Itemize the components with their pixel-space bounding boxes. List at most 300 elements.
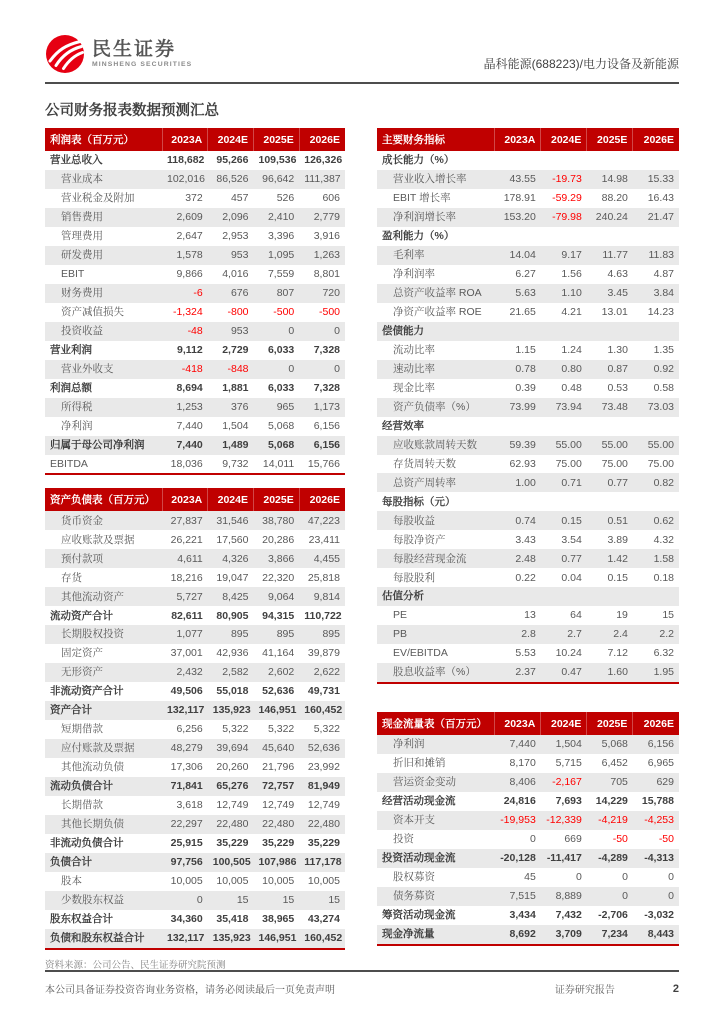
table-row [377, 455, 679, 474]
cell-value: 0.87 [607, 362, 628, 375]
table-row [45, 227, 345, 246]
cell-value: 15.33 [647, 173, 674, 186]
row-label: 非流动负债合计 [50, 837, 124, 850]
cell-value: 2.2 [659, 628, 674, 641]
cell-value: 102,016 [167, 173, 205, 186]
brand-logo [45, 34, 192, 74]
row-label: 投资收益 [61, 324, 103, 337]
cell-value: 82,611 [171, 609, 203, 622]
cell-value: 1,578 [176, 249, 203, 262]
left-column [45, 128, 345, 971]
cell-value: 62.93 [509, 457, 536, 470]
table-row [45, 568, 345, 587]
cell-value: 4,326 [222, 552, 249, 565]
cell-value: 0.77 [561, 552, 582, 565]
table-row [45, 815, 345, 834]
table-row [377, 663, 679, 683]
table-row [377, 735, 679, 754]
cell-value: 45,640 [262, 742, 295, 755]
cell-value: 73.48 [601, 400, 628, 413]
table-row [45, 265, 345, 284]
row-label: 每股经营现金流 [393, 552, 467, 565]
cell-value: 15 [662, 609, 674, 622]
cell-value: 73.99 [509, 400, 536, 413]
table-row [377, 265, 679, 284]
cell-value: 38,780 [262, 514, 295, 527]
row-label: 销售费用 [61, 211, 103, 224]
year-column-header: 2025E [254, 488, 300, 511]
row-label: EV/EBITDA [393, 647, 448, 660]
cell-value: 160,452 [304, 704, 343, 717]
cell-value: 22,320 [262, 571, 295, 584]
row-label: PB [393, 628, 408, 641]
year-column-header: 2024E [208, 128, 254, 151]
cell-value: 117,178 [304, 856, 342, 869]
cell-value: 1,263 [313, 249, 340, 262]
cell-value: 15,766 [307, 457, 340, 470]
cell-value: 526 [276, 192, 295, 205]
cell-value [495, 227, 541, 246]
cell-value: 47,223 [307, 514, 340, 527]
row-label: 所得税 [61, 400, 93, 413]
table-row [377, 792, 679, 811]
cell-value: 0.62 [653, 514, 674, 527]
cell-value: 1.10 [561, 286, 582, 299]
row-label: 应收账款及票据 [61, 533, 135, 546]
row-label: 短期借款 [61, 723, 103, 736]
cell-value: 6,156 [313, 419, 340, 432]
cell-value: 3,396 [267, 230, 295, 243]
cell-value: 73.03 [647, 400, 674, 413]
cell-value: 100,505 [212, 856, 251, 869]
cell-value: 5,322 [267, 723, 295, 736]
cell-value: 15,788 [641, 795, 674, 808]
table-row [377, 360, 679, 379]
row-label: 营业总收入 [50, 154, 103, 167]
cell-value: 22,480 [216, 818, 249, 831]
cell-value: 10,005 [216, 875, 249, 888]
cell-value: 3,866 [267, 552, 295, 565]
cell-value: 4.63 [607, 268, 628, 280]
cell-value: -4,219 [598, 814, 628, 827]
year-column-header: 2026E [633, 128, 679, 151]
cell-value: 7,440 [176, 438, 203, 451]
section-header-row [377, 227, 679, 246]
cell-value: 153.20 [503, 211, 536, 224]
row-label: 存货 [61, 571, 82, 584]
cell-value [633, 227, 679, 246]
cell-value: 10,005 [170, 875, 203, 888]
row-label: 盈利能力（%） [382, 230, 455, 243]
cell-value: 39,879 [307, 647, 340, 660]
cell-value [587, 322, 633, 341]
year-column-header: 2023A [162, 128, 208, 151]
row-label: 应收账款周转天数 [393, 438, 477, 451]
table-row [45, 701, 345, 720]
cell-value: 669 [564, 833, 582, 846]
year-column-header: 2025E [587, 712, 633, 735]
cell-value: -1,324 [172, 305, 203, 318]
cell-value: 2.7 [567, 628, 582, 641]
cell-value: 9,732 [222, 457, 249, 470]
cell-value: 0.78 [515, 362, 536, 375]
cell-value: 4,611 [177, 552, 203, 565]
cell-value: 38,965 [262, 913, 295, 925]
table-row [377, 887, 679, 906]
cell-value: 0.82 [653, 476, 674, 489]
cell-value: 12,749 [262, 799, 295, 812]
table-row [45, 530, 345, 549]
row-label: 营业外收支 [61, 362, 114, 375]
cell-value: 1,173 [313, 400, 340, 413]
cell-value [633, 322, 679, 341]
cell-value: 35,229 [216, 837, 249, 850]
table-row [377, 303, 679, 322]
cell-value: 1,504 [222, 419, 249, 432]
cell-value: 8,692 [509, 928, 536, 940]
cell-value: -3,032 [644, 909, 674, 922]
cell-value: 9,814 [313, 590, 340, 603]
cell-value: 15 [282, 894, 295, 907]
cell-value: 3.54 [561, 533, 582, 546]
cell-value [495, 151, 541, 170]
cell-value: 16.43 [647, 192, 674, 205]
cell-value: 146,951 [258, 931, 297, 944]
cell-value: 3.89 [607, 533, 628, 546]
cell-value [541, 322, 587, 341]
cell-value: -4,313 [644, 852, 674, 865]
cell-value: 2,432 [176, 666, 203, 679]
row-label: EBIT 增长率 [393, 192, 451, 205]
cell-value: 2,622 [313, 666, 340, 679]
cell-value: 2,582 [222, 666, 249, 679]
cell-value: 0.39 [515, 381, 536, 394]
report-footer [45, 970, 679, 996]
row-label: 每股净资产 [393, 533, 446, 546]
cell-value: 59.39 [509, 438, 536, 451]
table-header-row [45, 488, 345, 511]
cell-value: -59.29 [552, 192, 582, 205]
cell-value: 135,923 [212, 931, 251, 944]
cash-flow-statement-table [377, 712, 679, 946]
cell-value: 8,801 [313, 268, 340, 280]
table-row [377, 511, 679, 530]
cell-value: 111,387 [304, 173, 341, 186]
cell-value: -11,417 [546, 852, 582, 865]
cell-value: 6,256 [176, 723, 203, 736]
cell-value: 55.00 [555, 438, 582, 451]
cell-value: 7,559 [267, 268, 295, 280]
table-row [377, 754, 679, 773]
cell-value: 41,164 [262, 647, 295, 660]
cell-value: 0 [576, 871, 582, 884]
table-row [45, 549, 345, 568]
cell-value: 21.47 [647, 211, 674, 224]
cell-value: 95,266 [216, 154, 249, 167]
cell-value: 75.00 [555, 457, 582, 470]
cell-value: 0 [196, 894, 203, 907]
row-label: 营业利润 [50, 343, 92, 356]
year-column-header: 2026E [299, 128, 345, 151]
cell-value: 895 [276, 628, 295, 641]
cell-value: 43.55 [509, 173, 536, 186]
cell-value: 1,504 [555, 738, 582, 751]
cell-value: 457 [230, 192, 249, 205]
right-column [377, 128, 679, 971]
cell-value: 7,693 [555, 795, 582, 808]
row-label: 债务募资 [393, 890, 435, 903]
cell-value: 9.17 [561, 249, 582, 262]
cell-value: 629 [656, 776, 674, 789]
row-label: 利润总额 [50, 381, 92, 394]
cell-value: 0.80 [561, 362, 582, 375]
cell-value: 25,818 [307, 571, 340, 584]
row-label: EBITDA [50, 457, 88, 470]
cell-value: 42,936 [216, 647, 249, 660]
stock-info: 晶科能源(688223)/电力设备及新能源 [483, 57, 679, 71]
cell-value: 55.00 [601, 438, 628, 451]
cell-value: 75.00 [647, 457, 674, 470]
year-column-header: 2024E [541, 128, 587, 151]
cell-value: 146,951 [258, 704, 297, 717]
cell-value: 6,156 [647, 738, 674, 751]
key-financial-metrics-table [377, 128, 679, 684]
table-row [377, 625, 679, 644]
row-label: 非流动资产合计 [50, 685, 124, 698]
cell-value [541, 587, 587, 606]
cell-value: 52,636 [307, 742, 340, 755]
cell-value: 7,234 [601, 928, 628, 940]
cell-value: 1,253 [176, 400, 203, 413]
cell-value: 20,286 [262, 533, 295, 546]
cell-value: 1.56 [561, 268, 582, 280]
section-header-row [377, 322, 679, 341]
year-column-header: 2025E [587, 128, 633, 151]
cell-value: 0 [668, 890, 674, 903]
cell-value: 19 [616, 609, 628, 622]
cell-value [633, 492, 679, 511]
table-row [45, 455, 345, 475]
table-row [377, 773, 679, 792]
cell-value: 7,440 [176, 419, 203, 432]
cell-value: -418 [181, 362, 203, 375]
cell-value: 13.01 [601, 305, 628, 318]
table-row [45, 398, 345, 417]
table-row [45, 151, 345, 170]
row-label: 管理费用 [61, 230, 103, 243]
cell-value: 720 [322, 286, 340, 299]
cell-value [587, 151, 633, 170]
cell-value: 23,992 [307, 761, 340, 774]
table-row [45, 796, 345, 815]
cell-value: 160,452 [304, 931, 343, 944]
row-label: 折旧和摊销 [393, 757, 446, 770]
table-row [377, 925, 679, 945]
table-row [45, 208, 345, 227]
cell-value: 65,276 [216, 780, 249, 793]
row-label: 经营效率 [382, 419, 424, 432]
cell-value: -4,289 [598, 852, 628, 865]
cell-value: 72,757 [262, 780, 295, 793]
brand-name-en: MINSHENG SECURITIES [92, 60, 193, 68]
cell-value: 2,647 [176, 230, 203, 243]
row-label: 研发费用 [61, 249, 103, 262]
row-label: 其他流动资产 [61, 590, 124, 603]
cell-value: 71,841 [170, 780, 203, 793]
cell-value: 118,682 [167, 154, 205, 167]
cell-value: 2,729 [222, 343, 249, 356]
footer-disclaimer: 本公司具备证券投资咨询业务资格，请务必阅读最后一页免责声明 [45, 985, 335, 996]
row-label: 负债和股东权益合计 [50, 931, 145, 944]
cell-value: 1.58 [653, 552, 674, 565]
row-label: 营业成本 [61, 173, 103, 186]
footer-right-group [555, 981, 679, 996]
table-row [377, 398, 679, 417]
table-row [45, 189, 345, 208]
cell-value: 807 [276, 286, 295, 299]
cell-value: 35,418 [216, 913, 249, 925]
row-label: 现金比率 [393, 381, 435, 394]
cell-value: 1.35 [653, 343, 674, 356]
cell-value: -48 [187, 324, 203, 337]
cell-value: 0.92 [653, 362, 674, 375]
table-row [377, 208, 679, 227]
cell-value: 2.4 [613, 628, 628, 641]
cell-value: 3,709 [555, 928, 582, 940]
table-row [45, 758, 345, 777]
cell-value: 895 [230, 628, 249, 641]
row-label: 总资产周转率 [393, 476, 456, 489]
table-title: 主要财务指标 [377, 128, 495, 151]
cell-value: 0.15 [607, 571, 628, 584]
cell-value: 6.27 [515, 268, 536, 280]
table-row [377, 906, 679, 925]
table-row [45, 284, 345, 303]
cell-value [633, 587, 679, 606]
cell-value: 0 [622, 871, 628, 884]
cell-value [633, 417, 679, 436]
cell-value: 178.91 [503, 192, 536, 205]
cell-value [495, 322, 541, 341]
table-row [45, 872, 345, 891]
table-row [45, 777, 345, 796]
cell-value: 21.65 [509, 305, 536, 318]
cell-value: -6 [193, 286, 203, 299]
row-label: 其他流动负债 [61, 761, 124, 774]
table-row [45, 853, 345, 872]
row-label: 货币资金 [61, 514, 103, 527]
cell-value: 96,642 [262, 173, 295, 186]
table-row [377, 170, 679, 189]
cell-value: 86,526 [216, 173, 249, 186]
table-row [45, 360, 345, 379]
cell-value [495, 492, 541, 511]
cell-value: 20,260 [216, 761, 249, 774]
cell-value: 22,297 [170, 818, 203, 831]
year-column-header: 2026E [299, 488, 345, 511]
cell-value: 372 [185, 192, 203, 205]
row-label: 预付款项 [61, 552, 103, 565]
cell-value [541, 227, 587, 246]
year-column-header: 2024E [541, 712, 587, 735]
cell-value: 126,326 [304, 154, 343, 167]
cell-value [541, 492, 587, 511]
page-number: 2 [672, 982, 679, 995]
table-row [377, 868, 679, 887]
table-row [377, 436, 679, 455]
row-label: 总资产收益率 ROA [393, 286, 482, 299]
cell-value: 9,064 [267, 590, 295, 603]
cell-value: 6,033 [267, 343, 295, 356]
table-row [45, 246, 345, 265]
row-label: PE [393, 609, 408, 622]
cell-value: 1.00 [515, 476, 536, 489]
cell-value: -4,253 [644, 814, 674, 827]
table-title: 利润表（百万元） [45, 128, 162, 151]
row-label: 净利润 [61, 419, 93, 432]
row-label: 存货周转天数 [393, 457, 456, 470]
table-row [45, 587, 345, 606]
cell-value: 14,011 [262, 457, 295, 470]
table-row [45, 644, 345, 663]
cell-value: 7,440 [509, 738, 536, 751]
cell-value: 19,047 [216, 571, 249, 584]
row-label: 投资活动现金流 [382, 852, 456, 865]
cell-value: -19,953 [500, 814, 536, 827]
table-row [45, 511, 345, 530]
cell-value: 4,016 [222, 268, 249, 280]
cell-value: 5,322 [222, 723, 249, 736]
cell-value: 80,905 [216, 609, 249, 622]
cell-value: 5,068 [267, 419, 295, 432]
cell-value: 4,455 [313, 552, 340, 565]
cell-value: 14.04 [509, 249, 536, 262]
row-label: 股本 [61, 875, 82, 888]
cell-value: 7,328 [313, 381, 340, 394]
cell-value: 9,866 [176, 268, 203, 280]
brand-name-cn: 民生证券 [92, 38, 177, 60]
cell-value: 0 [668, 871, 674, 884]
cell-value: 39,694 [216, 742, 249, 755]
minsheng-logo-icon [45, 34, 85, 74]
cell-value: 2,953 [222, 230, 249, 243]
row-label: 固定资产 [61, 647, 103, 660]
cell-value: 1,077 [176, 628, 203, 641]
cell-value: 132,117 [167, 931, 205, 944]
table-columns [45, 128, 679, 971]
table-row [45, 682, 345, 701]
cell-value: 0.47 [561, 666, 582, 679]
cell-value: 0 [288, 362, 295, 375]
row-label: 筹资活动现金流 [382, 909, 456, 922]
cell-value: 12,749 [307, 799, 340, 812]
cell-value: 109,536 [258, 154, 297, 167]
table-row [377, 811, 679, 830]
row-label: 净资产收益率 ROE [393, 305, 482, 318]
cell-value: -19.73 [552, 173, 582, 186]
row-label: 资产负债率（%） [393, 400, 476, 413]
cell-value: 895 [322, 628, 340, 641]
cell-value: 1.95 [653, 666, 674, 679]
cell-value: 23,411 [308, 533, 340, 546]
cell-value: 14.98 [601, 173, 628, 186]
cell-value: -848 [227, 362, 249, 375]
cell-value: 8,425 [222, 590, 249, 603]
cell-value: 0.04 [561, 571, 582, 584]
cell-value: 18,036 [170, 457, 203, 470]
cell-value: 17,306 [170, 761, 203, 774]
cell-value: 4.87 [653, 268, 674, 280]
